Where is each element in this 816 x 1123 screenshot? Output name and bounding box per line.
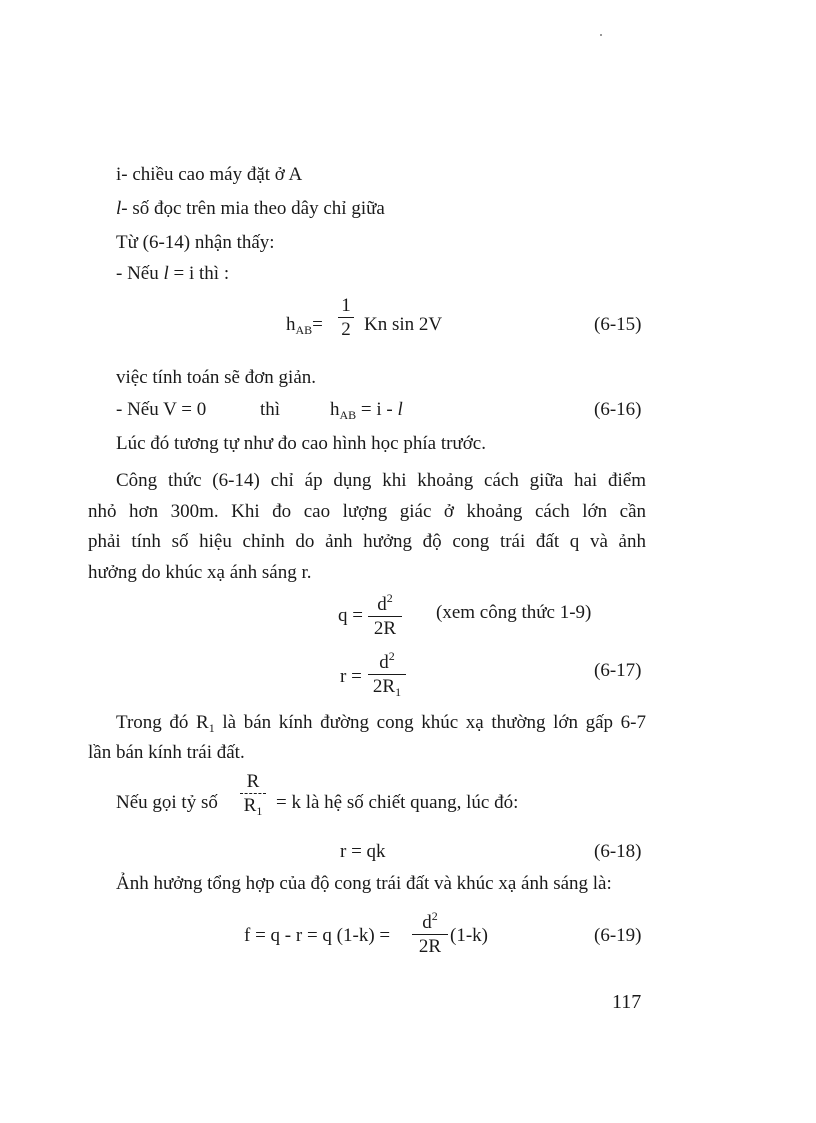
line-simple-calc: việc tính toán sẽ đơn giản.	[116, 367, 317, 388]
line-forward-leveling: Lúc đó tương tự như đo cao hình học phía trước.	[116, 433, 486, 454]
paragraph-line-1: Công thức (6-14) chỉ áp dụng khi khoảng cách giữa hai điểm	[116, 470, 646, 491]
equation-number: (6-15)	[594, 314, 642, 335]
equation-number: (6-17)	[594, 660, 642, 681]
equation-number: (6-16)	[594, 399, 642, 420]
scan-speck	[600, 34, 602, 36]
line-combined-effect: Ảnh hưởng tổng hợp của độ cong trái đất và khúc xạ ánh sáng là:	[116, 873, 612, 894]
paragraph-r1-definition-2: lần bán kính trái đất.	[88, 742, 245, 763]
symbol-l: l	[116, 198, 122, 219]
line-instrument-height: i- chiều cao máy đặt ở A	[116, 164, 303, 185]
paragraph-line-3: phải tính số hiệu chỉnh do ảnh hưởng độ cong trái đất q và ảnh	[88, 531, 646, 552]
line-from-equation: Từ (6-14) nhận thấy:	[116, 232, 275, 253]
equation-number: (6-19)	[594, 925, 642, 946]
line-staff-reading: l- số đọc trên mia theo dây chỉ giữa	[116, 198, 385, 219]
see-formula-note: (xem công thức 1-9)	[436, 602, 592, 623]
fraction-one-half: 1 2	[338, 296, 354, 340]
equation-number: (6-18)	[594, 841, 642, 862]
paragraph-line-4: hưởng do khúc xạ ánh sáng r.	[88, 562, 312, 583]
paragraph-line-2: nhỏ hơn 300m. Khi đo cao lượng giác ở khoảng cách lớn cần	[88, 501, 646, 522]
line-condition-1: - Nếu l = i thì :	[116, 263, 230, 284]
page-number: 117	[612, 991, 642, 1013]
paragraph-r1-definition: Trong đó $R_1$ là bán kính đường cong khúc xạ thường lớn gấp 6-7	[116, 712, 646, 735]
